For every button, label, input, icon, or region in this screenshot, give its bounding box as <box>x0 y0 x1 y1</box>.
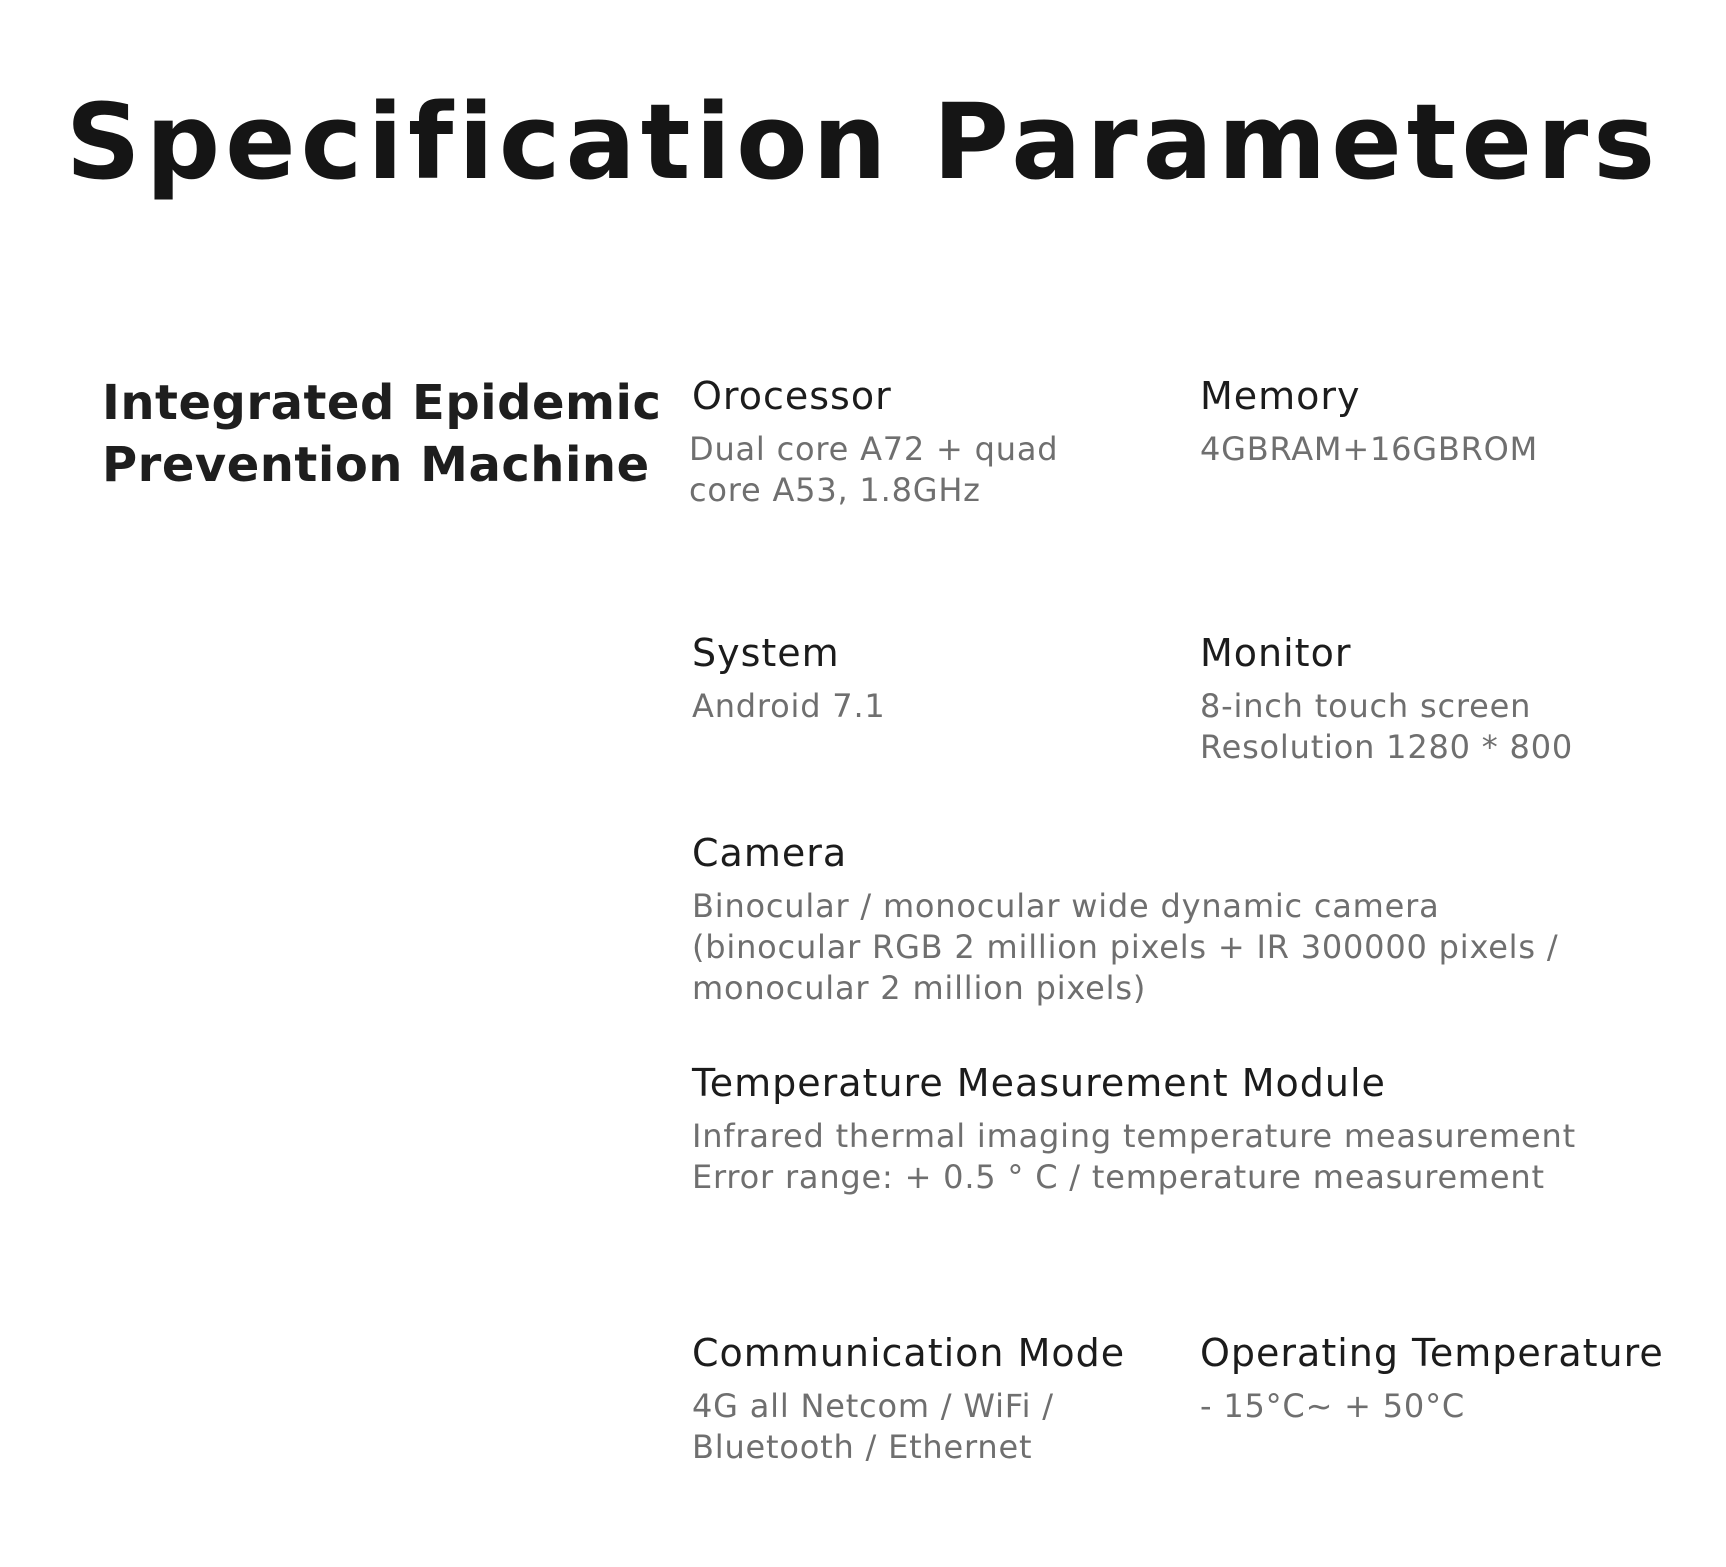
spec-value-line: (binocular RGB 2 million pixels + IR 300000 pixels / <box>692 928 1559 966</box>
spec-processor <box>689 373 1059 511</box>
spec-value-line: Bluetooth / Ethernet <box>692 1428 1033 1466</box>
spec-value <box>692 686 886 727</box>
spec-camera <box>692 830 1558 1009</box>
spec-value-line: 4GBRAM+16GBROM <box>1200 430 1539 468</box>
spec-value-line: core A53, 1.8GHz <box>689 471 981 509</box>
spec-monitor <box>1200 630 1573 768</box>
spec-value-line: Infrared thermal imaging temperature measurement <box>692 1117 1576 1155</box>
spec-label: Temperature Measurement Module <box>692 1061 1386 1105</box>
page-title: Specification Parameters <box>65 81 1661 203</box>
spec-value-line: monocular 2 million pixels) <box>692 969 1147 1007</box>
spec-value <box>689 429 1058 511</box>
spec-memory <box>1200 373 1538 470</box>
spec-value-line: - 15°C~ + 50°C <box>1200 1387 1466 1425</box>
spec-value <box>692 886 1558 1009</box>
spec-value-line: 4G all Netcom / WiFi / <box>692 1387 1054 1425</box>
spec-value-line: Error range: + 0.5 ° C / temperature measurement <box>692 1158 1545 1196</box>
product-name-line-2: Prevention Machine <box>102 437 650 493</box>
spec-value <box>1200 686 1573 768</box>
spec-value <box>692 1116 1576 1198</box>
product-name <box>102 372 662 496</box>
spec-value <box>692 1386 1125 1468</box>
product-name-line-1: Integrated Epidemic <box>102 375 662 431</box>
spec-value-line: Binocular / monocular wide dynamic camera <box>692 887 1440 925</box>
spec-label: Camera <box>692 831 848 875</box>
spec-value-line: Dual core A72 + quad <box>689 430 1059 468</box>
spec-label: Orocessor <box>692 374 892 418</box>
spec-system <box>692 630 886 727</box>
spec-temperature-module <box>692 1060 1576 1198</box>
spec-label: Monitor <box>1200 631 1352 675</box>
spec-operating-temperature <box>1200 1330 1664 1427</box>
spec-label: Communication Mode <box>692 1331 1126 1375</box>
spec-value-line: 8-inch touch screen <box>1200 687 1532 725</box>
spec-value <box>1200 1386 1664 1427</box>
spec-value <box>1200 429 1538 470</box>
spec-value-line: Android 7.1 <box>692 687 886 725</box>
spec-label: System <box>692 631 840 675</box>
spec-communication-mode <box>692 1330 1125 1468</box>
spec-label: Memory <box>1200 374 1361 418</box>
spec-label: Operating Temperature <box>1200 1331 1664 1375</box>
spec-value-line: Resolution 1280 * 800 <box>1200 728 1574 766</box>
